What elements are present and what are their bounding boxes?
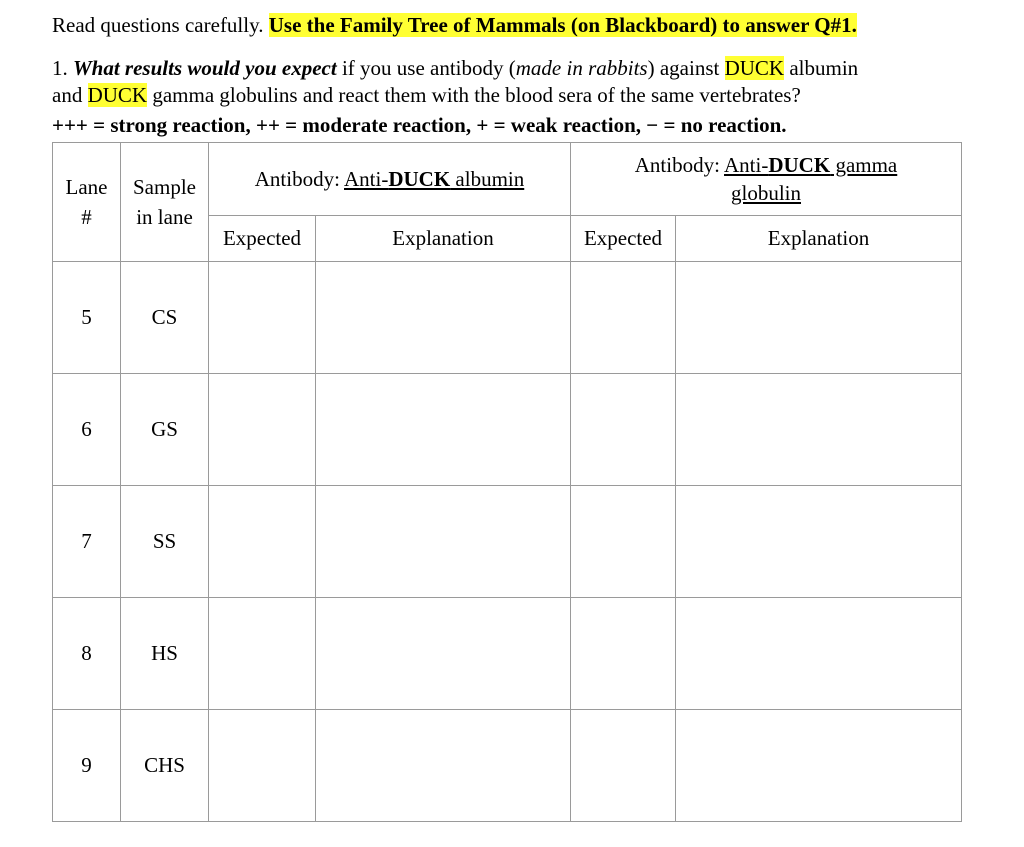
expected-albumin-cell[interactable]: [209, 710, 316, 822]
question-number: 1.: [52, 56, 68, 80]
antibody-duck: DUCK: [768, 153, 831, 177]
antibody-name: albumin: [450, 167, 525, 191]
sample-name: HS: [121, 598, 209, 710]
reaction-legend: +++ = strong reaction, ++ = moderate reaction, + = weak reaction, − = no reaction.: [52, 113, 787, 137]
antibody-albumin-header: [209, 143, 571, 216]
expected-header: Expected: [571, 216, 676, 262]
antibody-duck: DUCK: [388, 167, 451, 191]
expected-albumin-cell[interactable]: [209, 374, 316, 486]
expected-header: Expected: [209, 216, 316, 262]
table-row: [53, 710, 962, 822]
explanation-gamma-cell[interactable]: [676, 262, 962, 374]
antibody-name: Anti-: [724, 153, 769, 177]
expected-gamma-cell[interactable]: [571, 374, 676, 486]
intro-highlight: Use the Family Tree of Mammals (on Blackboard) to answer Q#1.: [268, 13, 857, 37]
question-made-in: made in rabbits: [515, 56, 648, 80]
table-row: [53, 374, 962, 486]
explanation-albumin-cell[interactable]: [316, 486, 571, 598]
question-text: gamma globulins and react them with the blood sera of the same vertebrates?: [147, 83, 801, 107]
explanation-header: Explanation: [676, 216, 962, 262]
expected-albumin-cell[interactable]: [209, 486, 316, 598]
antibody-prefix: Antibody:: [634, 153, 725, 177]
sample-name: CHS: [121, 710, 209, 822]
sample-name: GS: [121, 374, 209, 486]
intro-line: [52, 13, 857, 37]
antibody-name: gamma: [830, 153, 898, 177]
explanation-albumin-cell[interactable]: [316, 262, 571, 374]
lane-number: 9: [53, 710, 121, 822]
sample-header-label: Sample: [133, 175, 196, 199]
expected-gamma-cell[interactable]: [571, 486, 676, 598]
sample-header: [121, 143, 209, 262]
explanation-albumin-cell[interactable]: [316, 710, 571, 822]
lane-header: [53, 143, 121, 262]
explanation-gamma-cell[interactable]: [676, 486, 962, 598]
explanation-gamma-cell[interactable]: [676, 374, 962, 486]
expected-gamma-cell[interactable]: [571, 262, 676, 374]
expected-gamma-cell[interactable]: [571, 598, 676, 710]
sample-name: SS: [121, 486, 209, 598]
explanation-albumin-cell[interactable]: [316, 374, 571, 486]
table-row: [53, 598, 962, 710]
sample-name: CS: [121, 262, 209, 374]
expected-albumin-cell[interactable]: [209, 262, 316, 374]
explanation-header: Explanation: [316, 216, 571, 262]
question-lead: What results would you expect: [73, 56, 337, 80]
lane-header-label: Lane: [65, 175, 108, 199]
expected-gamma-cell[interactable]: [571, 710, 676, 822]
question-line-1: [52, 56, 858, 80]
lane-number: 5: [53, 262, 121, 374]
question-line-2: [52, 83, 801, 107]
question-text: albumin: [784, 56, 859, 80]
question-text: ) against: [647, 56, 725, 80]
antibody-name: Anti-: [344, 167, 389, 191]
expected-albumin-cell[interactable]: [209, 598, 316, 710]
duck-highlight: DUCK: [87, 83, 148, 107]
antibody-name: globulin: [730, 181, 801, 205]
table-row: [53, 262, 962, 374]
intro-text: Read questions carefully.: [52, 13, 264, 37]
explanation-albumin-cell[interactable]: [316, 598, 571, 710]
explanation-gamma-cell[interactable]: [676, 710, 962, 822]
antibody-gamma-header: [571, 143, 962, 216]
table-row: [53, 486, 962, 598]
question-text: if you use antibody (: [336, 56, 516, 80]
duck-highlight: DUCK: [724, 56, 785, 80]
explanation-gamma-cell[interactable]: [676, 598, 962, 710]
sample-header-label: in lane: [136, 205, 193, 229]
question-text: and: [52, 83, 88, 107]
lane-number: 6: [53, 374, 121, 486]
lane-number: 7: [53, 486, 121, 598]
antibody-prefix: Antibody:: [254, 167, 344, 191]
lane-number: 8: [53, 598, 121, 710]
lane-header-label: #: [81, 205, 92, 229]
results-table: [52, 142, 962, 822]
cropped-text-fragment: [0, 0, 1024, 4]
